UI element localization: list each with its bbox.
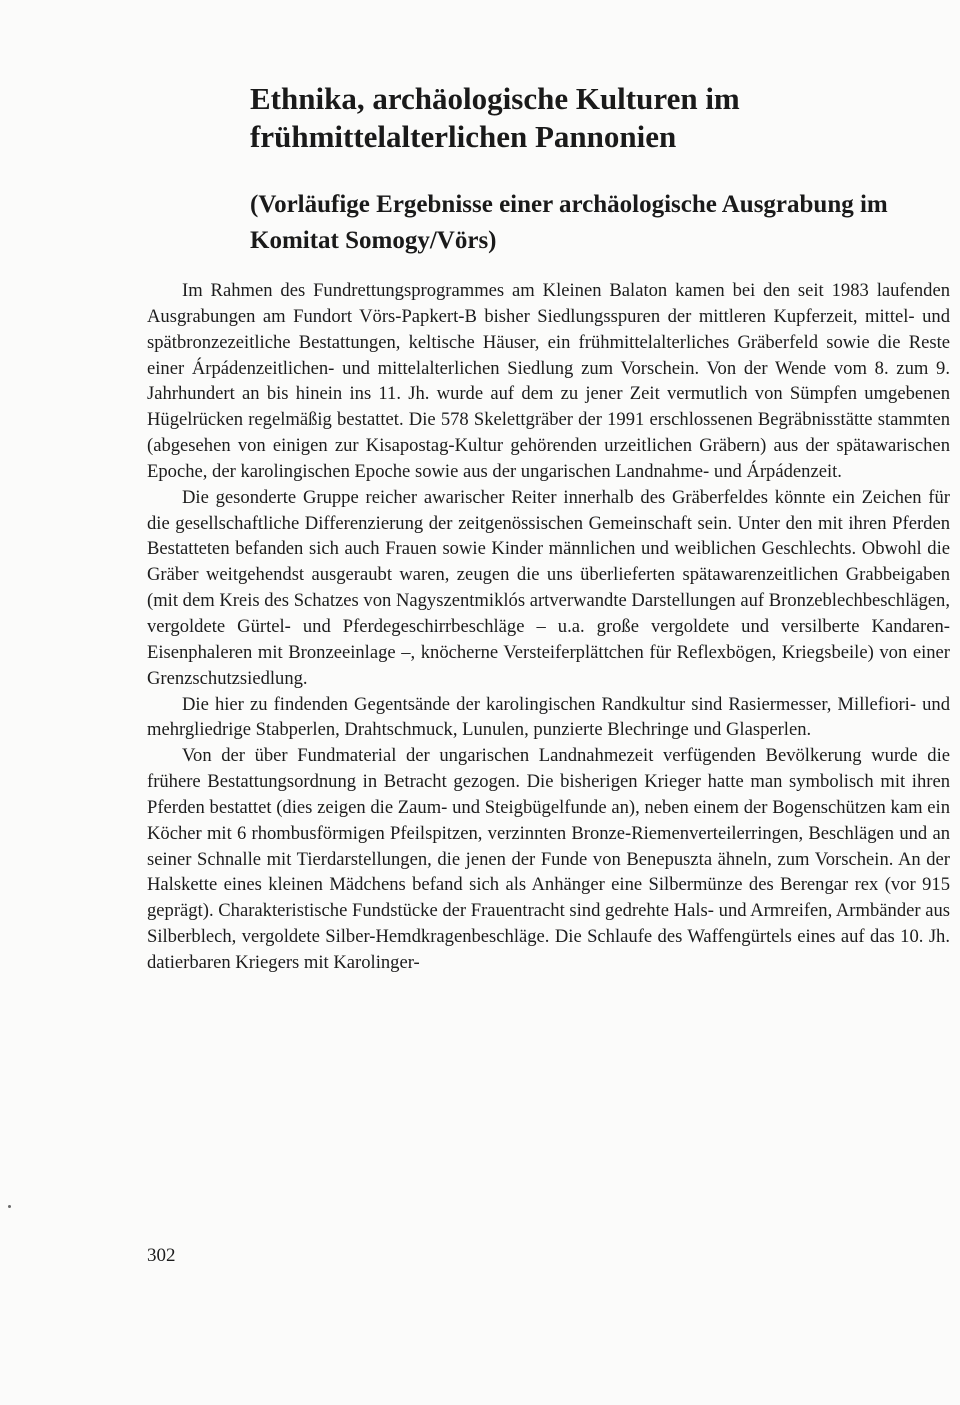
document-subtitle: (Vorläufige Ergebnisse einer archäologische Ausgrabung im Komitat Somogy/Vörs) <box>250 191 888 254</box>
page-number: 302 <box>147 1245 176 1266</box>
scan-speck <box>8 1205 11 1208</box>
paragraph: Im Rahmen des Fundrettungsprogrammes am Kleinen Balaton kamen bei den seit 1983 laufenden Ausgrabungen am Fundort Vörs-Papkert-B bisher Siedlungsspuren der mittleren Kupferzeit, mittel- und spätbronzezeitliche Bestattungen, keltische Häuser, ein frühmittelalterliches Gräberfeld sowie die Reste einer Árpádenzeitlichen- und mittelalterlichen Siedlung zum Vorschein. Von der Wende vom 8. zum 9. Jahrhundert an bis hinein ins 11. Jh. wurde auf dem zu jener Zeit vermutlich von Sümpfen umgebenen Hügelrücken regelmäßig bestattet. Die 578 Skelettgräber der 1991 erschlossenen Begräbnisstätte stammten (abgesehen von einigen zur Kisapostag-Kultur gehörenden urzeitlichen Gräbern) aus der spätawarischen Epoche, der karolingischen Epoche sowie aus der ungarischen Landnahme- und Árpádenzeit. <box>147 280 950 482</box>
document-title: Ethnika, archäologische Kulturen im frühmittelalterlichen Pannonien <box>250 81 740 154</box>
body-text <box>147 278 950 976</box>
paragraph: Von der über Fundmaterial der ungarischen Landnahmezeit verfügenden Bevölkerung wurde die frühere Bestattungsordnung in Betracht gezogen. Die bisherigen Krieger hatte man symbolisch mit ihren Pferden bestattet (dies zeigen die Zaum- und Steigbügelfunde an), neben einem der Bogenschützen kam ein Köcher mit 6 rhombusförmigen Pfeilspitzen, verzinnten Bronze-Riemenverteilerringen, Beschlägen und an seiner Schnalle mit Tierdarstellungen, die jenen der Funde von Benepuszta ähneln, zum Vorschein. An der Halskette eines kleinen Mädchens befand sich als Anhänger eine Silbermünze des Berengar rex (vor 915 geprägt). Charakteristische Fundstücke der Frauentracht sind gedrehte Hals- und Armreifen, Armbänder aus Silberblech, vergoldete Silber-Hemdkragenbeschläge. Die Schlaufe des Waffengürtels eines auf das 10. Jh. datierbaren Kriegers mit Karolinger- <box>147 745 950 973</box>
paragraph: Die gesonderte Gruppe reicher awarischer Reiter innerhalb des Gräberfeldes könnte ein Zeichen für die gesellschaftliche Differenzierung der zeitgenössischen Gemeinschaft sein. Unter den mit ihren Pferden Bestatteten befanden sich auch Frauen sowie Kinder männlichen und weiblichen Geschlechts. Obwohl die Gräber weitgehendst ausgeraubt waren, zeugen die uns überlieferten spätawarenzeitlichen Grabbeigaben (mit dem Kreis des Schatzes von Nagyszentmiklós artverwandte Darstellungen auf Bronzeblechbeschlägen, vergoldete Gürtel- und Pferdegeschirrbeschläge – u.a. große vergoldete und versilberte Kandaren-Eisenphaleren mit Bronzeeinlage –, knöcherne Versteiferplättchen für Reflexbögen, Kriegsbeile) von einer Grenzschutzsiedlung. <box>147 486 950 689</box>
paragraph: Die hier zu findenden Gegentsände der karolingischen Randkultur sind Rasiermesser, Millefiori- und mehrgliedrige Stabperlen, Drahtschmuck, Lunulen, punzierte Blechringe und Glasperlen. <box>147 693 950 741</box>
